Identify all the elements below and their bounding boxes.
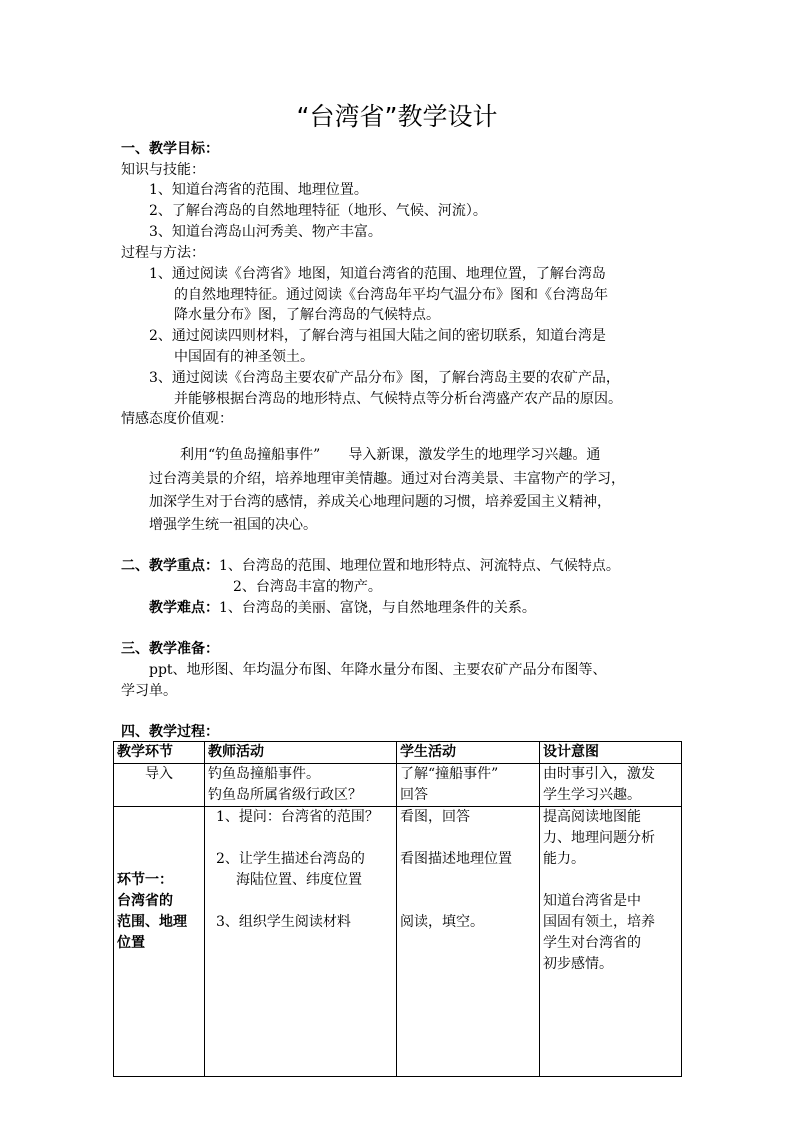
process-table [113, 741, 682, 1077]
intent-line: 学生对台湾省的 [543, 935, 641, 951]
knowledge-label: 知识与技能： [121, 162, 205, 178]
teacher-line: 1、提问：台湾省的范围？ [216, 809, 379, 825]
section3-heading: 三、教学准备： [121, 641, 219, 657]
student-line: 阅读，填空。 [400, 914, 484, 930]
process-label: 过程与方法： [121, 245, 205, 261]
intent-line: 提高阅读地图能 [543, 809, 641, 825]
emotion-label: 情感态度价值观： [121, 411, 233, 427]
key-points-row [121, 556, 620, 576]
intent-line: 知道台湾省是中 [543, 893, 641, 909]
prep-line: ppt、地形图、年均温分布图、年降水量分布图、主要农矿产品分布图等、 [149, 662, 607, 678]
difficulty-text: 1、台湾岛的美丽、富饶，与自然地理条件的关系。 [219, 600, 536, 616]
header-intent: 设计意图 [540, 742, 682, 764]
cell-student [397, 764, 540, 807]
process-line: 1、通过阅读《台湾省》地图，知道台湾省的范围、地理位置，了解台湾岛 [149, 266, 606, 282]
student-line: 看图描述地理位置 [400, 851, 512, 867]
knowledge-item: 1、知道台湾省的范围、地理位置。 [149, 182, 368, 198]
prep-line: 学习单。 [121, 683, 177, 699]
table-row [114, 764, 682, 807]
table-header-row [114, 742, 682, 764]
knowledge-item: 3、知道台湾岛山河秀美、物产丰富。 [149, 224, 382, 240]
process-line: 并能够根据台湾岛的地形特点、气候特点等分析台湾盛产农产品的原因。 [174, 391, 622, 407]
intent-line: 能力。 [543, 851, 585, 867]
section4-heading: 四、教学过程： [121, 724, 219, 740]
teacher-line: 3、组织学生阅读材料 [216, 914, 351, 930]
cell-intent [540, 807, 682, 1077]
emotion-line: 过台湾美景的介绍，培养地理审美情趣。通过对台湾美景、丰富物产的学习， [149, 471, 625, 487]
intent-line: 由时事引入，激发 [543, 766, 655, 782]
cell-teacher [205, 764, 397, 807]
page-title: “台湾省”教学设计 [296, 102, 498, 131]
stage-line: 环节一： [117, 872, 173, 888]
stage-line: 范围、地理 [117, 914, 187, 930]
knowledge-item: 2、了解台湾岛的自然地理特征（地形、气候、河流）。 [149, 203, 487, 219]
cell-student [397, 807, 540, 1077]
process-line: 3、通过阅读《台湾岛主要农矿产品分布》图，了解台湾岛主要的农矿产品， [149, 370, 620, 386]
cell-stage [114, 764, 205, 807]
emotion-line: 增强学生统一祖国的决心。 [149, 517, 317, 533]
cell-stage [114, 807, 205, 1077]
process-line: 2、通过阅读四则材料，了解台湾与祖国大陆之间的密切联系，知道台湾是 [149, 328, 606, 344]
header-stage: 教学环节 [114, 742, 205, 764]
cell-teacher [205, 807, 397, 1077]
difficulty-label: 教学难点： [149, 600, 219, 616]
intent-line: 国固有领土，培养 [543, 914, 655, 930]
table-row [114, 807, 682, 1077]
stage-line: 位置 [117, 935, 145, 951]
key-point: 1、台湾岛的范围、地理位置和地形特点、河流特点、气候特点。 [219, 558, 620, 574]
teacher-line: 钓鱼岛所属省级行政区？ [208, 787, 362, 803]
process-line: 中国固有的神圣领土。 [174, 349, 314, 365]
student-line: 回答 [400, 787, 428, 803]
section2-heading: 二、教学重点： [121, 558, 219, 574]
section1-heading: 一、教学目标： [121, 141, 219, 157]
stage-line: 台湾省的 [117, 893, 173, 909]
difficulty-row [149, 598, 536, 618]
teacher-line: 海陆位置、纬度位置 [236, 872, 362, 888]
header-student: 学生活动 [397, 742, 540, 764]
emotion-line: 加深学生对于台湾的感情，养成关心地理问题的习惯，培养爱国主义精神， [149, 494, 611, 510]
teacher-line: 钓鱼岛撞船事件。 [208, 766, 320, 782]
student-line: 了解“撞船事件” [400, 766, 499, 782]
process-line: 降水量分布》图，了解台湾岛的气候特点。 [174, 307, 440, 323]
intent-line: 力、地理问题分析 [543, 830, 655, 846]
process-line: 的自然地理特征。通过阅读《台湾岛年平均气温分布》图和《台湾岛年 [174, 287, 608, 303]
stage-text: 导入 [145, 766, 173, 782]
teacher-line: 2、让学生描述台湾岛的 [216, 851, 365, 867]
emotion-line: 利用“钓鱼岛撞船事件” 导入新课，激发学生的地理学习兴趣。通 [180, 447, 601, 463]
student-line: 看图，回答 [400, 809, 470, 825]
header-teacher: 教师活动 [205, 742, 397, 764]
cell-intent [540, 764, 682, 807]
intent-line: 初步感情。 [543, 956, 613, 972]
key-point: 2、台湾岛丰富的物产。 [233, 579, 382, 595]
intent-line: 学生学习兴趣。 [543, 787, 641, 803]
